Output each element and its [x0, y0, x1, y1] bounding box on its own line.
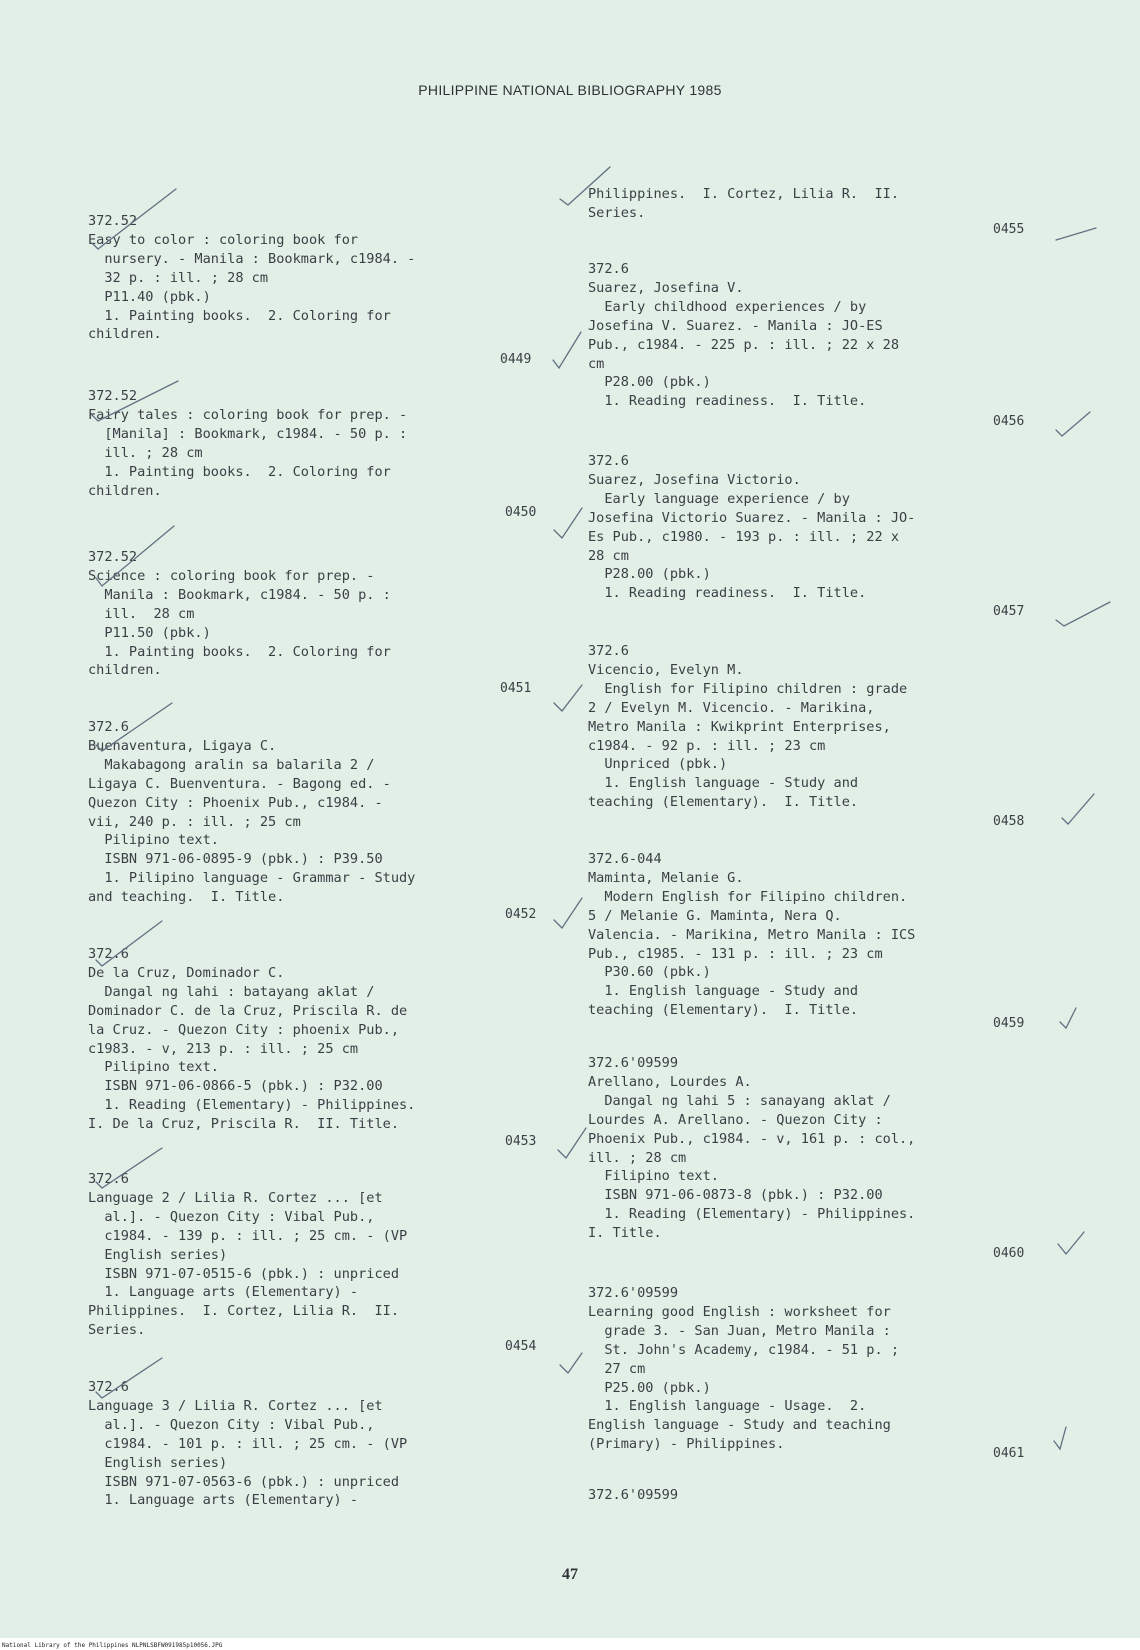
- catalog-entry: [88, 548, 518, 680]
- check-mark-icon: [1058, 1232, 1084, 1254]
- entry-line: 1. English language - Study and: [588, 983, 859, 1000]
- entry-line: 1. English language - Usage. 2.: [588, 1398, 867, 1415]
- entry-line: Makabagong aralin sa balarila 2 /: [88, 756, 375, 773]
- check-mark-icon: [1062, 794, 1094, 824]
- entry-line: Filipino text.: [588, 1168, 719, 1185]
- entry-line: 372.6-044: [588, 851, 662, 867]
- catalog-entry: [588, 452, 1038, 603]
- entry-line: 372.6: [588, 261, 629, 277]
- entry-line: Phoenix Pub., c1984. - v, 161 p. : col.,: [588, 1130, 916, 1147]
- catalog-entry: [88, 387, 518, 500]
- entry-line: 1. Language arts (Elementary) -: [88, 1284, 359, 1301]
- entry-number: 0459: [993, 1016, 1025, 1031]
- entry-line: 372.6: [88, 1379, 129, 1395]
- entry-line: 2 / Evelyn M. Vicencio. - Marikina,: [588, 699, 875, 716]
- entry-number: 0456: [993, 414, 1025, 429]
- entry-line: ISBN 971-06-0895-9 (pbk.) : P39.50: [88, 851, 383, 868]
- entry-line: cm: [588, 355, 605, 372]
- entry-line: ill. ; 28 cm: [88, 444, 203, 461]
- entry-number: 0457: [993, 604, 1025, 619]
- entry-line: 372.52: [88, 388, 138, 404]
- entry-line: 372.6'09599: [588, 1487, 679, 1503]
- entry-line: 1. Painting books. 2. Coloring for: [88, 463, 391, 480]
- entry-line: [Manila] : Bookmark, c1984. - 50 p. :: [88, 425, 408, 442]
- entry-line: Manila : Bookmark, c1984. - 50 p. :: [88, 586, 391, 603]
- entry-line: P28.00 (pbk.): [588, 374, 711, 391]
- entry-line: vii, 240 p. : ill. ; 25 cm: [88, 813, 301, 830]
- catalog-entry: [588, 1284, 1038, 1454]
- entry-line: Es Pub., c1980. - 193 p. : ill. ; 22 x: [588, 528, 899, 545]
- entry-line: ISBN 971-07-0563-6 (pbk.) : unpriced: [88, 1473, 399, 1490]
- catalog-entry: [88, 212, 518, 344]
- entry-line: Science : coloring book for prep. -: [88, 567, 375, 584]
- entry-line: Easy to color : coloring book for: [88, 231, 359, 248]
- entry-line: English series): [88, 1454, 228, 1471]
- entry-line: c1984. - 101 p. : ill. ; 25 cm. - (VP: [88, 1435, 408, 1452]
- entry-line: Metro Manila : Kwikprint Enterprises,: [588, 718, 891, 735]
- entry-line: 32 p. : ill. ; 28 cm: [88, 269, 269, 286]
- entry-number: 0458: [993, 814, 1025, 829]
- check-mark-icon: [554, 508, 582, 538]
- entry-line: c1984. - 139 p. : ill. ; 25 cm. - (VP: [88, 1227, 408, 1244]
- entry-line: 372.6'09599: [588, 1285, 679, 1301]
- entry-number: 0454: [505, 1339, 537, 1354]
- entry-line: al.]. - Quezon City : Vibal Pub.,: [88, 1208, 375, 1225]
- entry-line: teaching (Elementary). I. Title.: [588, 794, 859, 811]
- entry-line: Josefina V. Suarez. - Manila : JO-ES: [588, 317, 883, 334]
- entry-line: 372.6: [588, 453, 629, 469]
- entry-line: (Primary) - Philippines.: [588, 1436, 785, 1453]
- entry-line: Pub., c1985. - 131 p. : ill. ; 23 cm: [588, 945, 883, 962]
- entry-line: and teaching. I. Title.: [88, 889, 285, 906]
- entry-line: ill. ; 28 cm: [588, 1149, 687, 1166]
- entry-line: 372.6: [88, 1171, 129, 1187]
- entry-line: Josefina Victorio Suarez. - Manila : JO-: [588, 509, 916, 526]
- catalog-entry: [88, 1378, 518, 1510]
- entry-number: 0449: [500, 352, 532, 367]
- catalog-entry: [88, 1170, 518, 1340]
- check-mark-icon: [554, 898, 582, 928]
- entry-line: 5 / Melanie G. Maminta, Nera Q.: [588, 907, 842, 924]
- entry-line: Suarez, Josefina Victorio.: [588, 471, 801, 488]
- entry-line: ISBN 971-06-0873-8 (pbk.) : P32.00: [588, 1187, 883, 1204]
- check-mark-icon: [1054, 1427, 1066, 1449]
- entry-line: children.: [88, 326, 162, 343]
- catalog-entry: [88, 945, 518, 1134]
- check-mark-icon: [558, 1128, 586, 1158]
- entry-line: la Cruz. - Quezon City : phoenix Pub.,: [88, 1021, 399, 1038]
- entry-line: 372.52: [88, 213, 138, 229]
- entry-line: grade 3. - San Juan, Metro Manila :: [588, 1322, 891, 1339]
- page-number: 47: [562, 1566, 578, 1583]
- entry-line: Lourdes A. Arellano. - Quezon City :: [588, 1111, 883, 1128]
- entry-line: P11.40 (pbk.): [88, 288, 211, 305]
- entry-line: c1983. - v, 213 p. : ill. ; 25 cm: [88, 1040, 359, 1057]
- entry-line: Early language experience / by: [588, 490, 850, 507]
- entry-line: De la Cruz, Dominador C.: [88, 964, 285, 981]
- entry-line: Philippines. I. Cortez, Lilia R. II.: [88, 1303, 399, 1320]
- entry-line: ill. 28 cm: [88, 605, 195, 622]
- catalog-entry: [588, 260, 1038, 411]
- entry-number: 0452: [505, 907, 537, 922]
- entry-line: Language 3 / Lilia R. Cortez ... [et: [88, 1397, 383, 1414]
- entry-line: Pub., c1984. - 225 p. : ill. ; 22 x 28: [588, 336, 899, 353]
- catalog-entry: [588, 1054, 1038, 1243]
- entry-line: Pilipino text.: [88, 832, 219, 849]
- check-mark-icon: [553, 332, 581, 368]
- entry-number: 0451: [500, 681, 532, 696]
- entry-line: Pilipino text.: [88, 1059, 219, 1076]
- entry-line: Dangal ng lahi : batayang aklat /: [88, 983, 375, 1000]
- entry-line: 372.6'09599: [588, 1055, 679, 1071]
- entry-number: 0460: [993, 1246, 1025, 1261]
- entry-line: P11.50 (pbk.): [88, 624, 211, 641]
- entry-line: Philippines. I. Cortez, Lilia R. II.: [588, 186, 899, 202]
- entry-line: 1. Pilipino language - Grammar - Study: [88, 870, 416, 887]
- entry-line: Early childhood experiences / by: [588, 298, 867, 315]
- entry-line: I. Title.: [588, 1225, 662, 1242]
- entry-line: ISBN 971-07-0515-6 (pbk.) : unpriced: [88, 1265, 399, 1282]
- entry-line: children.: [88, 662, 162, 679]
- entry-line: P25.00 (pbk.): [588, 1379, 711, 1396]
- entry-line: Dangal ng lahi 5 : sanayang aklat /: [588, 1092, 891, 1109]
- entry-line: P30.60 (pbk.): [588, 964, 711, 981]
- check-mark-icon: [1056, 412, 1090, 436]
- catalog-entry: [588, 642, 1038, 812]
- entry-line: 372.6: [88, 946, 129, 962]
- entry-line: English series): [88, 1246, 228, 1263]
- catalog-entry: [588, 185, 1038, 223]
- entry-line: English for Filipino children : grade: [588, 680, 908, 697]
- entry-line: 372.6: [88, 719, 129, 735]
- entry-line: 1. Reading readiness. I. Title.: [588, 393, 867, 410]
- entry-line: 27 cm: [588, 1360, 646, 1377]
- entry-line: 1. Reading (Elementary) - Philippines.: [88, 1097, 416, 1114]
- entry-line: Modern English for Filipino children.: [588, 888, 908, 905]
- entry-number: 0461: [993, 1446, 1025, 1461]
- check-mark-icon: [560, 1353, 582, 1373]
- catalog-entry: [88, 718, 518, 907]
- entry-line: nursery. - Manila : Bookmark, c1984. -: [88, 250, 416, 267]
- check-mark-icon: [1056, 602, 1110, 626]
- entry-line: Language 2 / Lilia R. Cortez ... [et: [88, 1189, 383, 1206]
- entry-line: English language - Study and teaching: [588, 1417, 891, 1434]
- page-header: PHILIPPINE NATIONAL BIBLIOGRAPHY 1985: [418, 82, 722, 98]
- entry-line: Series.: [588, 204, 646, 221]
- entry-line: 1. English language - Study and: [588, 775, 859, 792]
- entry-line: I. De la Cruz, Priscila R. II. Title.: [88, 1116, 399, 1133]
- entry-line: Arellano, Lourdes A.: [588, 1073, 752, 1090]
- entry-line: 372.6: [588, 643, 629, 659]
- entry-line: 1. Language arts (Elementary) -: [88, 1492, 359, 1509]
- entry-line: 372.52: [88, 549, 138, 565]
- entry-number: 0450: [505, 505, 537, 520]
- check-mark-icon: [1056, 228, 1096, 240]
- entry-line: P28.00 (pbk.): [588, 566, 711, 583]
- entry-line: children.: [88, 482, 162, 499]
- footer-credit: National Library of the Philippines NLPNLSBFW091985p10056.JPG: [2, 1642, 223, 1649]
- entry-line: teaching (Elementary). I. Title.: [588, 1002, 859, 1019]
- entry-line: Quezon City : Phoenix Pub., c1984. -: [88, 794, 383, 811]
- entry-line: Suarez, Josefina V.: [588, 279, 744, 296]
- entry-line: Learning good English : worksheet for: [588, 1303, 891, 1320]
- entry-line: 28 cm: [588, 547, 629, 564]
- entry-line: St. John's Academy, c1984. - 51 p. ;: [588, 1341, 899, 1358]
- entry-line: Valencia. - Marikina, Metro Manila : ICS: [588, 926, 916, 943]
- entry-line: 1. Reading readiness. I. Title.: [588, 585, 867, 602]
- entry-line: Vicencio, Evelyn M.: [588, 661, 744, 678]
- catalog-entry: [588, 1486, 1038, 1505]
- entry-number: 0453: [505, 1134, 537, 1149]
- entry-line: Maminta, Melanie G.: [588, 869, 744, 886]
- entry-line: al.]. - Quezon City : Vibal Pub.,: [88, 1416, 375, 1433]
- entry-line: ISBN 971-06-0866-5 (pbk.) : P32.00: [88, 1078, 383, 1095]
- check-mark-icon: [1060, 1008, 1076, 1028]
- entry-line: Series.: [88, 1322, 146, 1339]
- entry-line: 1. Painting books. 2. Coloring for: [88, 643, 391, 660]
- catalog-entry: [588, 850, 1038, 1020]
- check-mark-icon: [554, 685, 582, 711]
- entry-line: Dominador C. de la Cruz, Priscila R. de: [88, 1002, 408, 1019]
- entry-line: Unpriced (pbk.): [588, 756, 728, 773]
- entry-number: 0455: [993, 222, 1025, 237]
- entry-line: Buenaventura, Ligaya C.: [88, 737, 277, 754]
- entry-line: Ligaya C. Buenventura. - Bagong ed. -: [88, 775, 391, 792]
- entry-line: Fairy tales : coloring book for prep. -: [88, 406, 408, 423]
- entry-line: c1984. - 92 p. : ill. ; 23 cm: [588, 737, 826, 754]
- entry-line: 1. Painting books. 2. Coloring for: [88, 307, 391, 324]
- entry-line: 1. Reading (Elementary) - Philippines.: [588, 1206, 916, 1223]
